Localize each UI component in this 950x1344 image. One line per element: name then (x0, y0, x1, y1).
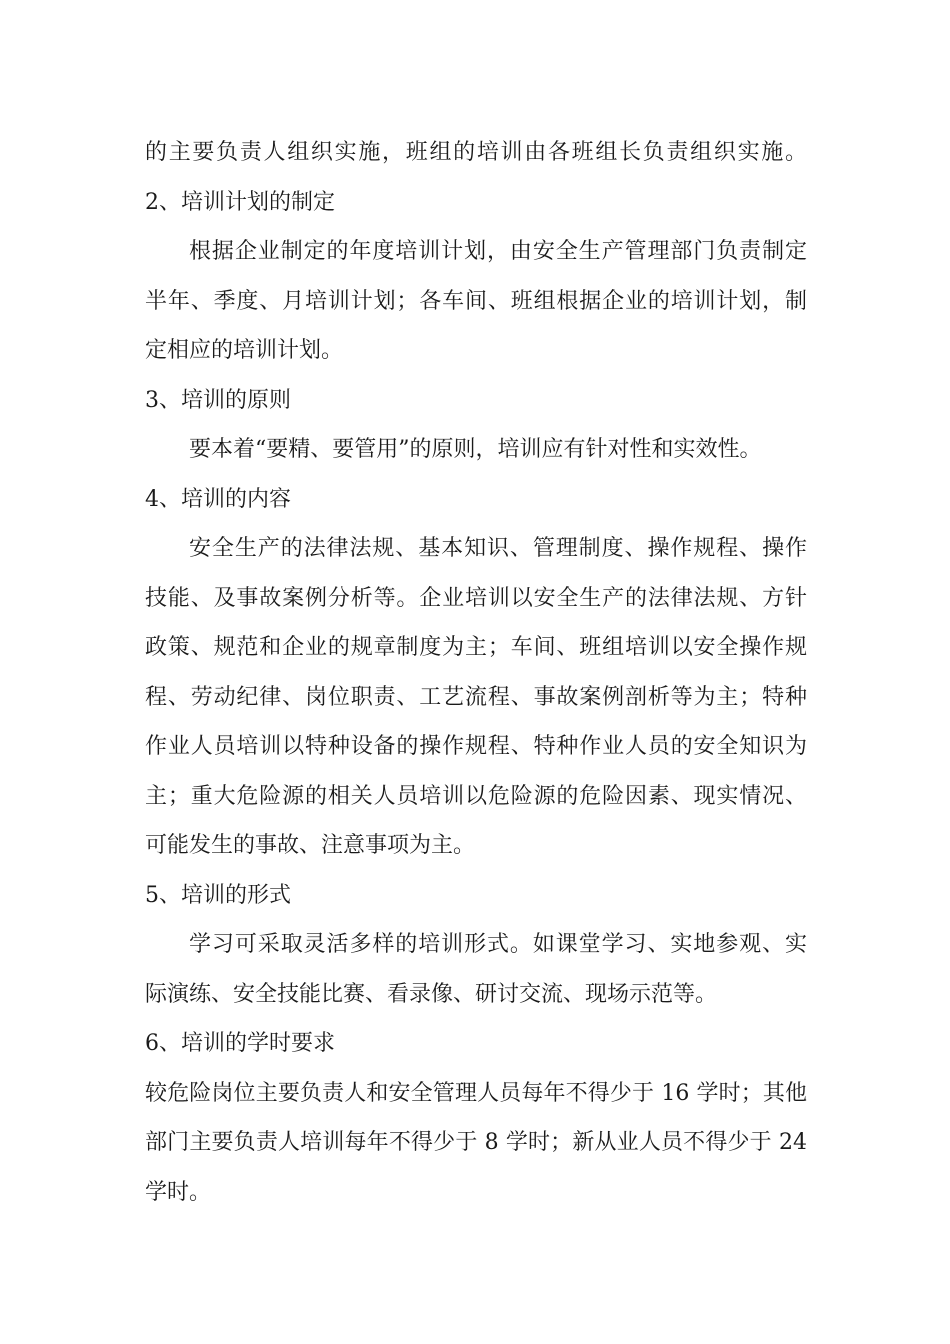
text-line: 部门主要负责人培训每年不得少于 8 学时；新从业人员不得少于 24 (145, 1130, 807, 1155)
text-line: 技能、及事故案例分析等。企业培训以安全生产的法律法规、方针 (145, 585, 807, 611)
text-line: 程、劳动纪律、岗位职责、工艺流程、事故案例剖析等为主；特种 (145, 684, 807, 710)
text-line: 根据企业制定的年度培训计划，由安全生产管理部门负责制定 (189, 239, 807, 264)
section-heading: 4、培训的内容 (145, 486, 291, 512)
text-line: 定相应的培训计划。 (145, 338, 344, 363)
text-line: 际演练、安全技能比赛、看录像、研讨交流、现场示范等。 (145, 981, 718, 1007)
text-line: 较危险岗位主要负责人和安全管理人员每年不得少于 16 学时；其他 (145, 1080, 807, 1106)
text-line: 学时。 (145, 1179, 212, 1205)
text-line: 主；重大危险源的相关人员培训以危险源的危险因素、现实情况、 (145, 783, 807, 809)
text-line: 安全生产的法律法规、基本知识、管理制度、操作规程、操作 (189, 536, 807, 561)
text-line: 学习可采取灵活多样的培训形式。如课堂学习、实地参观、实 (189, 932, 807, 957)
text-line: 作业人员培训以特种设备的操作规程、特种作业人员的安全知识为 (145, 734, 807, 759)
section-heading: 3、培训的原则 (145, 387, 291, 413)
text-line: 的主要负责人组织实施，班组的培训由各班组长负责组织实施。 (145, 140, 807, 165)
text-line: 要本着“要精、要管用”的原则，培训应有针对性和实效性。 (189, 437, 762, 462)
section-heading: 6、培训的学时要求 (145, 1031, 335, 1056)
section-heading: 2、培训计划的制定 (145, 189, 335, 215)
section-heading: 5、培训的形式 (145, 882, 291, 908)
text-line: 可能发生的事故、注意事项为主。 (145, 833, 476, 858)
text-line: 政策、规范和企业的规章制度为主；车间、班组培训以安全操作规 (145, 635, 807, 660)
document-body (145, 128, 807, 1217)
text-line: 半年、季度、月培训计划；各车间、班组根据企业的培训计划，制 (145, 288, 807, 314)
